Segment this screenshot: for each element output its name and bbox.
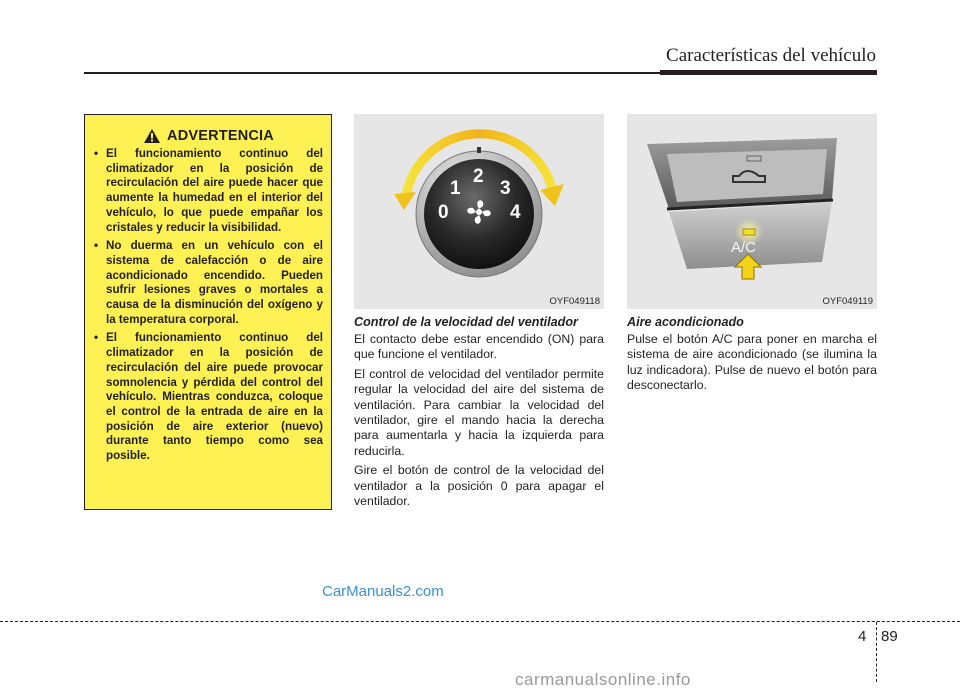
- fan-speed-figure: [354, 114, 604, 309]
- page-number: 89: [881, 628, 898, 645]
- paragraph: Pulse el botón A/C para poner en marcha el sistema de aire acondicionado (se ilumina la luz indicadora). Pulse de nuevo el botón para desconectarlo.: [627, 332, 877, 393]
- warning-box: [84, 114, 332, 510]
- warning-triangle-icon: [143, 128, 161, 144]
- warning-list: [94, 147, 323, 464]
- paragraph: Gire el botón de control de la velocidad del ventilador a la posición 0 para apagar el ventilador.: [354, 463, 604, 509]
- header-rule-bar: [660, 70, 877, 75]
- ac-figure: [627, 114, 877, 309]
- ac-section: [627, 314, 877, 398]
- header-rule: [84, 72, 660, 74]
- warning-item: • No duerma en un vehículo con el sistema de calefacción o de aire acondicionado encendido. Pueden sufrir lesiones graves o mortales a causa de la disminución del oxígeno y la temperatura corporal.: [94, 239, 323, 327]
- warning-item: • El funcionamiento continuo del climatizador en la posición de recirculación del aire puede hacer que aumente la humedad en el interior del vehículo, lo que puede empañar los cristales y reducir la visibilidad.: [94, 147, 323, 235]
- fan-dial-illustration: [354, 114, 604, 294]
- fan-speed-section: [354, 314, 604, 513]
- site-watermark: carmanualsonline.info: [515, 670, 691, 689]
- chapter-number: 4: [858, 628, 867, 645]
- dial-label: 2: [473, 166, 484, 187]
- paragraph: El contacto debe estar encendido (ON) para que funcione el ventilador.: [354, 332, 604, 362]
- ac-button-label: A/C: [731, 239, 757, 256]
- ac-button-illustration: [627, 114, 877, 294]
- section-title: Control de la velocidad del ventilador: [354, 315, 578, 329]
- warning-title: ADVERTENCIA: [167, 128, 274, 144]
- dial-label: 1: [450, 178, 461, 199]
- page-separator: [876, 622, 877, 682]
- warning-item: • El funcionamiento continuo del climatizador en la posición de recirculación del aire puede provocar somnolencia y pérdida del control del vehículo. Mientras conduzca, coloque el control de la entrada de aire en la posición de aire exterior (nuevo) durante tanto tiempo como sea posible.: [94, 331, 323, 463]
- warning-header: [94, 127, 323, 145]
- page-header-title: Características del vehículo: [666, 45, 876, 66]
- dial-label: 3: [500, 178, 511, 199]
- section-title: Aire acondicionado: [627, 315, 744, 329]
- figure-code: OYF049118: [549, 296, 600, 307]
- dial-label: 4: [510, 202, 521, 223]
- dial-label: 0: [438, 202, 449, 223]
- footer-rule: [0, 621, 960, 622]
- paragraph: El control de velocidad del ventilador permite regular la velocidad del aire del sistema de ventilación. Para cambiar la velocidad del ventilador, gire el mando hacia la derecha para aumentarla y hacia la izquierda para reducirla.: [354, 366, 604, 458]
- watermark-link[interactable]: CarManuals2.com: [322, 583, 444, 600]
- figure-code: OYF049119: [822, 296, 873, 307]
